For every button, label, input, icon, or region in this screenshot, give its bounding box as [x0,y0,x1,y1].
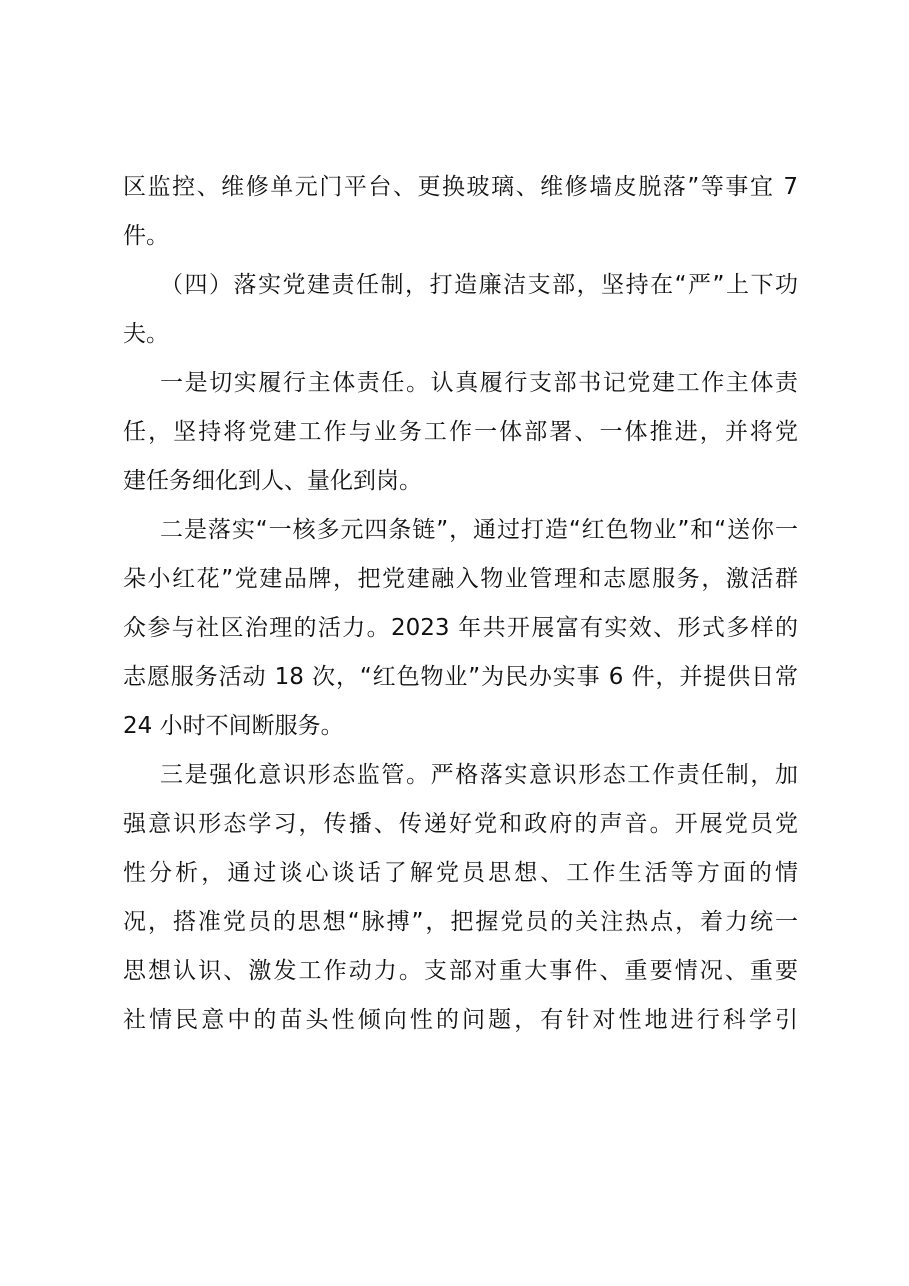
text-line: 二是落实“一核多元四条链”，通过打造“红色物业”和“送你一 [160,517,798,543]
text-line: 朵小红花”党建品牌，把党建融入物业管理和志愿服务，激活群 [123,566,798,592]
text-line: 件。 [123,223,169,249]
paragraph [123,751,798,1045]
text-line: 任，坚持将党建工作与业务工作一体部署、一体推进，并将党 [123,419,798,445]
text-line: 况，搭准党员的思想“脉搏”，把握党员的关注热点，着力统一 [123,909,798,935]
text-line: 建任务细化到人、量化到岗。 [123,468,422,494]
text-line: 众参与社区治理的活力。2023 年共开展富有实效、形式多样的 [123,615,798,641]
text-line: 强意识形态学习，传播、传递好党和政府的声音。开展党员党 [123,811,798,837]
document-body [123,163,798,1045]
paragraph [123,506,798,751]
section-heading [123,261,798,359]
text-line: 思想认识、激发工作动力。支部对重大事件、重要情况、重要 [123,958,798,984]
text-line: 社情民意中的苗头性倾向性的问题，有针对性地进行科学引 [123,1007,798,1033]
text-line: 性分析，通过谈心谈话了解党员思想、工作生活等方面的情 [123,860,798,886]
text-line: 区监控、维修单元门平台、更换玻璃、维修墙皮脱落”等事宜 7 [123,174,798,200]
text-line: 24 小时不间断服务。 [123,713,344,739]
text-line: 三是强化意识形态监管。严格落实意识形态工作责任制，加 [160,762,798,788]
text-line: 夫。 [123,321,169,347]
paragraph [123,163,798,261]
text-line: 一是切实履行主体责任。认真履行支部书记党建工作主体责 [160,370,798,396]
text-line: 志愿服务活动 18 次，“红色物业”为民办实事 6 件，并提供日常 [123,664,798,690]
paragraph [123,359,798,506]
text-line: （四）落实党建责任制，打造廉洁支部，坚持在“严”上下功 [160,272,798,298]
